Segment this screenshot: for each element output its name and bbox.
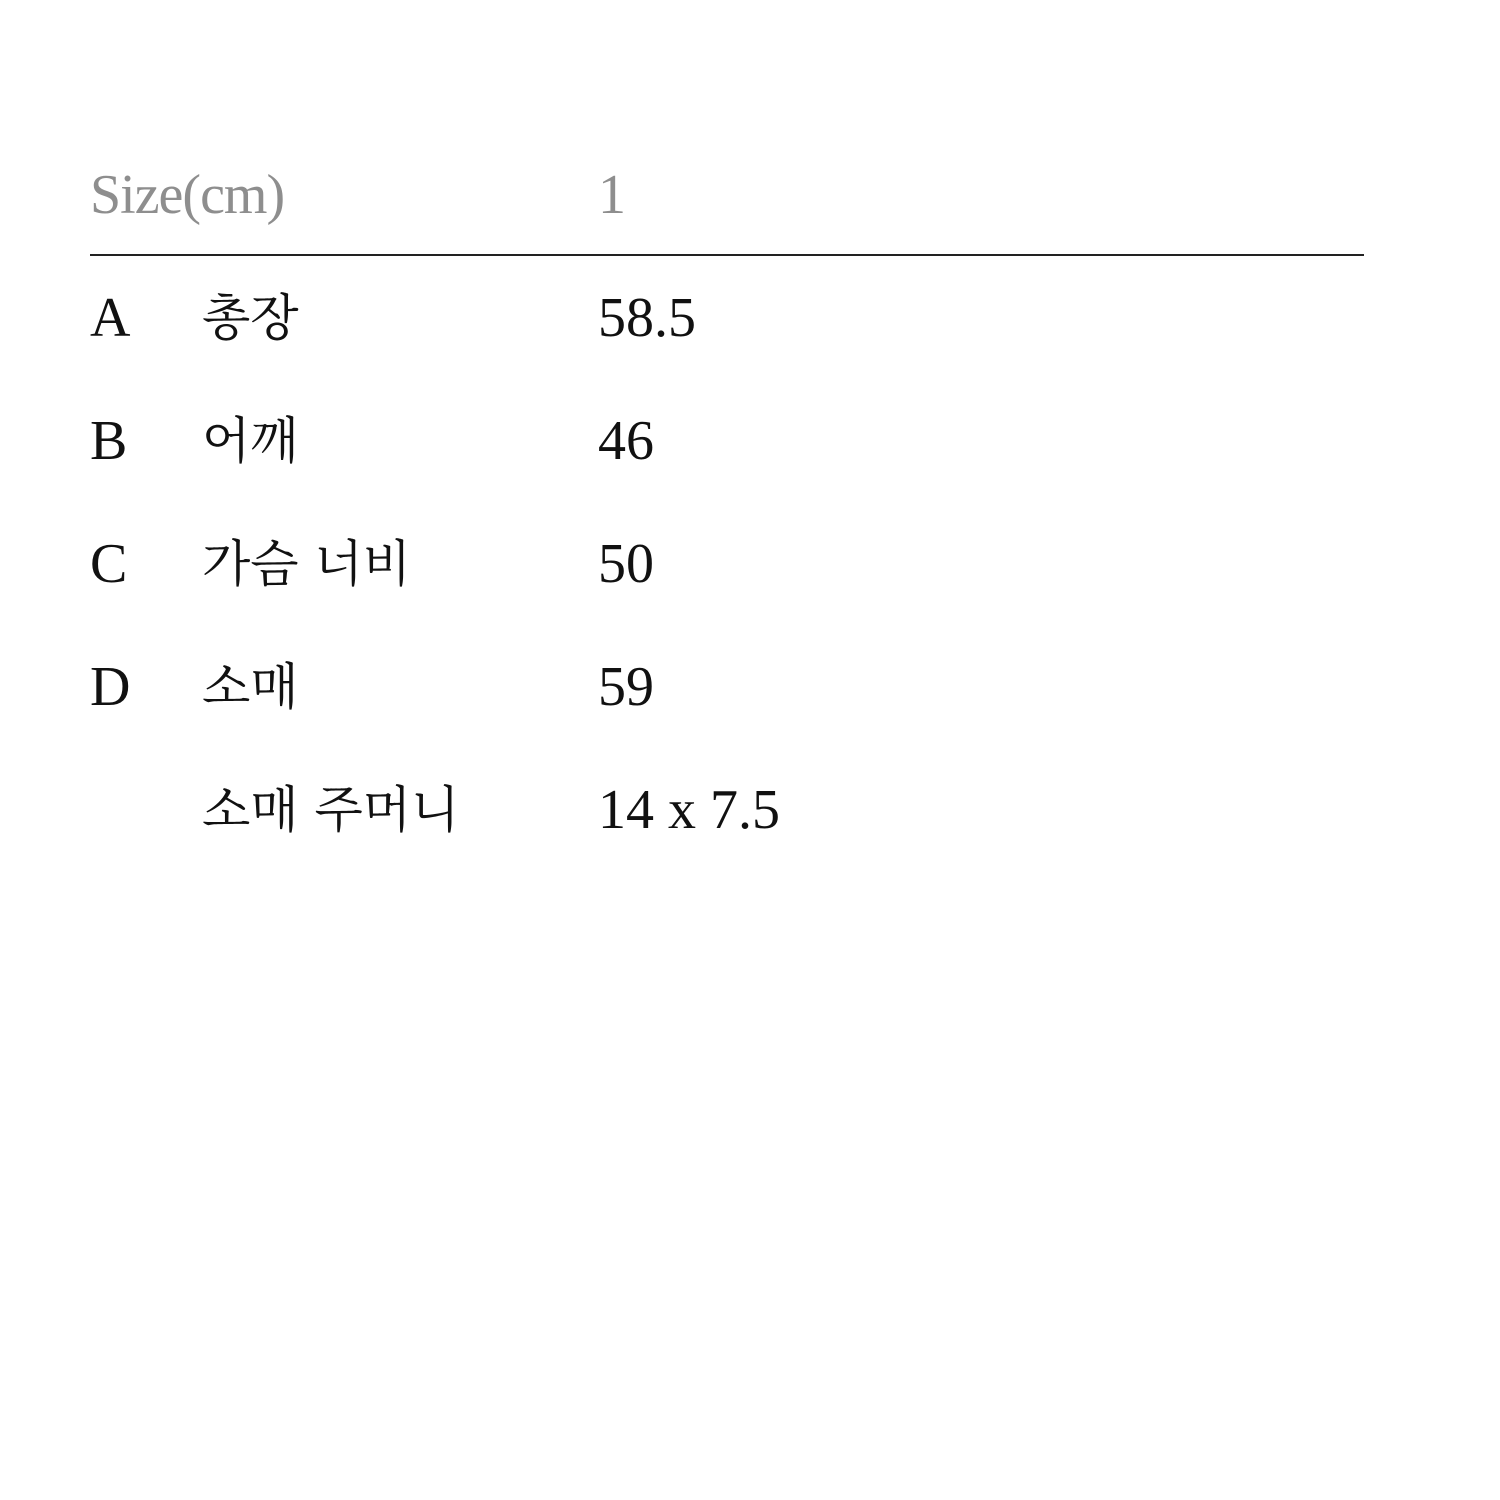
row-name: 소매 주머니 bbox=[202, 781, 460, 839]
table-row bbox=[90, 401, 1364, 481]
row-name: 소매 bbox=[202, 658, 299, 716]
row-code: D bbox=[90, 656, 131, 718]
header-size-value: 1 bbox=[598, 164, 625, 226]
table-row bbox=[90, 524, 1364, 604]
table-row bbox=[90, 647, 1364, 727]
row-name: 가슴 너비 bbox=[202, 535, 412, 593]
row-value: 46 bbox=[598, 410, 654, 472]
row-value: 59 bbox=[598, 656, 654, 718]
header-divider bbox=[90, 254, 1364, 256]
row-code: C bbox=[90, 533, 128, 595]
row-name: 어깨 bbox=[202, 412, 299, 470]
header-size-label: Size(cm) bbox=[90, 164, 285, 226]
row-code: A bbox=[90, 287, 131, 349]
row-value: 58.5 bbox=[598, 287, 696, 349]
row-value: 50 bbox=[598, 533, 654, 595]
row-value: 14 x 7.5 bbox=[598, 779, 780, 841]
table-row bbox=[90, 278, 1364, 358]
row-name: 총장 bbox=[202, 289, 299, 347]
row-code: B bbox=[90, 410, 128, 472]
table-row bbox=[90, 770, 1364, 850]
table-header bbox=[90, 160, 1364, 230]
